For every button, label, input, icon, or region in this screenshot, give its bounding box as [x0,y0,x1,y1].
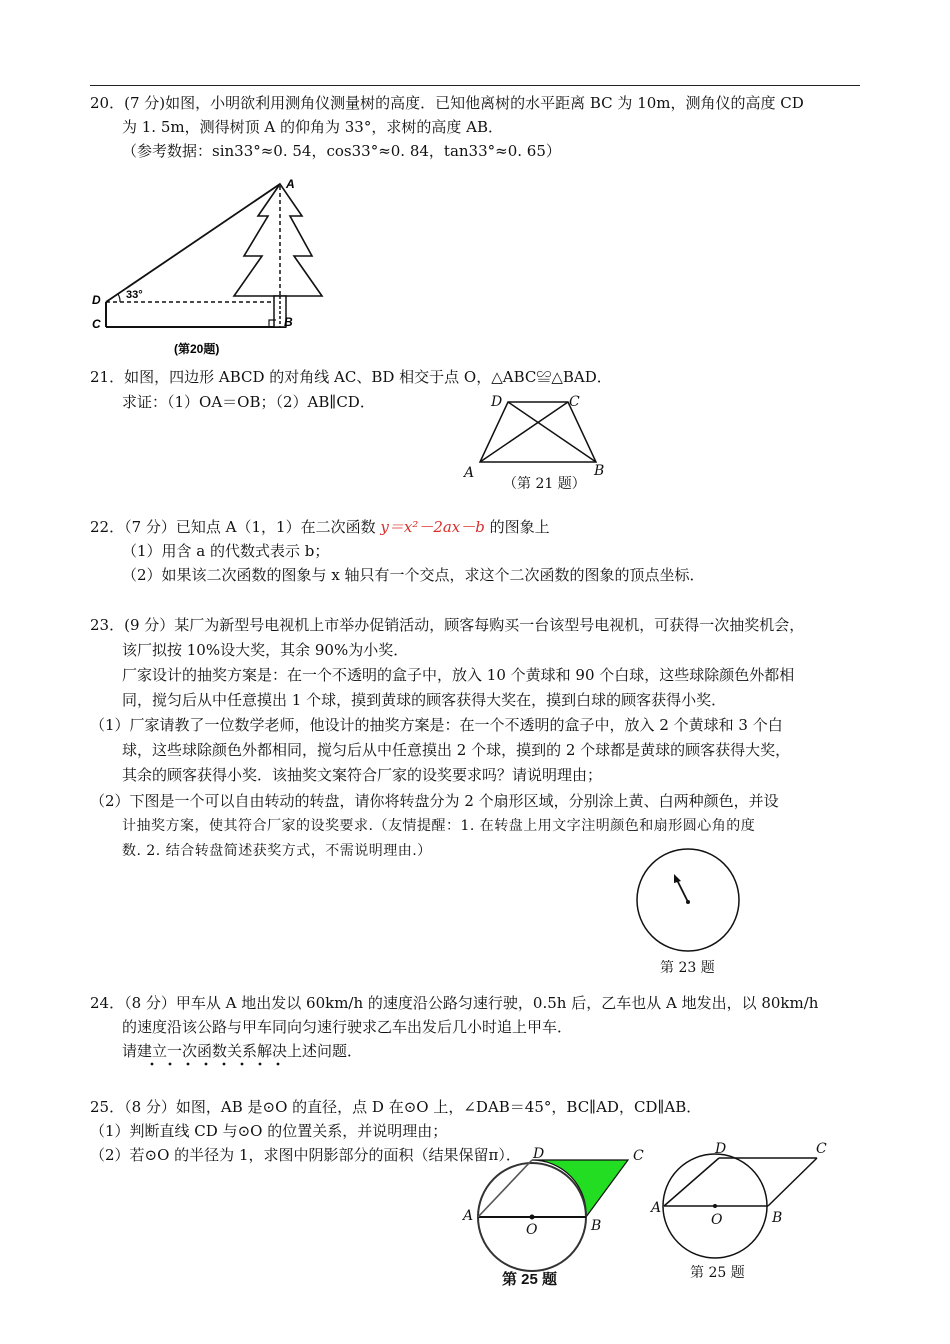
q21-fig-label-b: B [594,463,605,479]
q25-fig1-label-d: D [533,1146,545,1162]
q21-caption: （第 21 题） [503,476,586,492]
q20-fig-angle: 33° [126,289,143,301]
q24-line2: 的速度沿该公路与甲车同向匀速行驶求乙车出发后几小时追上甲车． [122,1018,573,1036]
q25-fig1-label-a: A [463,1208,474,1224]
q23-caption: 第 23 题 [660,960,715,976]
q25-fig1-label-o: O [526,1222,538,1238]
q25-fig2-label-b: B [772,1210,783,1226]
q23-line7: 其余的顾客获得小奖．该抽奖文案符合厂家的设奖要求吗？请说明理由； [122,766,603,784]
q25-fig1-label-c: C [633,1148,644,1164]
q20-caption: (第20题) [174,342,220,356]
q20-fig-label-d: D [92,293,101,307]
q20-fig-label-c: C [92,317,101,331]
q21-line1: 21．如图，四边形 ABCD 的对角线 AC、BD 相交于点 O，△ABC≌△BAD． [90,368,612,386]
q21-fig-label-a: A [464,465,475,481]
emphasis-dots [122,1060,392,1068]
q23-line5: （1）厂家请教了一位数学老师，他设计的抽奖方案是：在一个不透明的盒子中，放入 2 个黄球和 3 个白 [90,716,783,734]
q23-line6: 球，这些球除颜色外都相同，搅匀后从中任意摸出 2 个球，摸到的 2 个球都是黄球的顾客获得大奖， [122,741,791,759]
q20-fig-label-b: B [284,315,293,329]
q25-fig2-label-o: O [711,1212,723,1228]
q20-fig-label-a: A [286,177,295,191]
q23-line2: 该厂拟按 10%设大奖，其余 90%为小奖． [122,641,409,659]
top-rule [90,85,860,86]
q22-line1-post: 的图象上 [489,518,550,536]
q25-fig2-label-c: C [816,1141,827,1157]
q23-line3: 厂家设计的抽奖方案是：在一个不透明的盒子中，放入 10 个黄球和 90 个白球，这些球除颜色外都相 [122,666,795,684]
q25-figure-shaded [470,1145,660,1275]
q21-fig-label-c: C [569,394,580,410]
q20-line2: 为 1. 5m，测得树顶 A 的仰角为 33°，求树的高度 AB． [122,118,503,136]
q22-line2: （1）用含 a 的代数式表示 b； [122,542,330,560]
q21-line2: 求证：（1）OA＝OB；（2）AB∥CD． [122,393,375,411]
q22-line3: （2）如果该二次函数的图象与 x 轴只有一个交点，求这个二次函数的图象的顶点坐标． [122,566,705,584]
shaded-region [532,1160,628,1217]
q25-line2: （1）判断直线 CD 与⊙O 的位置关系，并说明理由； [90,1122,448,1140]
q22-line1-pre: 22．（7 分）已知点 A（1，1）在二次函数 [90,518,376,536]
q22-formula: y＝x²－2ax－b [380,518,485,536]
q25-fig2-label-d: D [715,1141,727,1157]
q20-figure [86,178,346,358]
q23-line8: （2）下图是一个可以自由转动的转盘，请你将转盘分为 2 个扇形区域，分别涂上黄、白两种颜色，并设 [90,792,779,810]
q21-fig-label-d: D [491,394,503,410]
q20-line3: （参考数据：sin33°≈0. 54，cos33°≈0. 84，tan33°≈0. 65） [122,142,561,160]
q25-fig2-label-a: A [651,1200,662,1216]
q23-line4: 同，搅匀后从中任意摸出 1 个球，摸到黄球的顾客获得大奖在，摸到白球的顾客获得小奖． [122,691,727,709]
q23-line10: 数. 2. 结合转盘简述获奖方式，不需说明理由.） [122,843,432,859]
q23-spinner [633,845,743,955]
q24-line3: 请建立一次函数关系解决上述问题． [122,1042,363,1060]
q25-line1: 25．（8 分）如图，AB 是⊙O 的直径，点 D 在⊙O 上，∠DAB＝45°，BC∥AD，CD∥AB． [90,1098,702,1116]
q23-line9: 计抽奖方案，使其符合厂家的设奖要求.（友情提醒：1. 在转盘上用文字注明颜色和扇形圆心角的度 [122,818,756,834]
q20-line1: 20．(7 分)如图，小明欲利用测角仪测量树的高度．已知他离树的水平距离 BC 为 10m，测角仪的高度 CD [90,94,804,112]
q25-fig1-caption: 第 25 题 [502,1271,558,1288]
q25-line3: （2）若⊙O 的半径为 1，求图中阴影部分的面积（结果保留π）． [90,1146,521,1164]
q25-figure-plain [660,1145,830,1265]
q23-line1: 23．(9 分）某厂为新型号电视机上市举办促销活动，顾客每购买一台该型号电视机，可获得一次抽奖机会， [90,616,805,634]
q24-line1: 24．（8 分）甲车从 A 地出发以 60km/h 的速度沿公路匀速行驶，0.5h 后，乙车也从 A 地发出，以 80km/h [90,994,819,1012]
q25-fig1-label-b: B [591,1218,602,1234]
q25-fig2-caption: 第 25 题 [690,1265,745,1281]
q22-line1 [90,517,550,537]
